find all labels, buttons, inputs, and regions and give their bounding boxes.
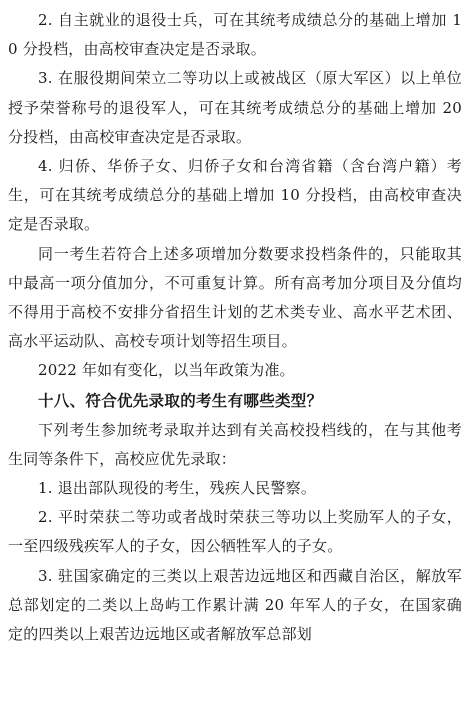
section-heading: 十八、符合优先录取的考生有哪些类型？ xyxy=(38,391,323,410)
policy-item-4: 4. 归侨、华侨子女、归侨子女和台湾省籍（含台湾户籍）考生，可在其统考成绩总分的基础上增加 10 分投档，由高校审查决定是否录取。 xyxy=(8,157,462,234)
priority-item-1: 1. 退出部队现役的考生，残疾人民警察。 xyxy=(38,479,317,498)
priority-item-3: 3. 驻国家确定的三类以上艰苦边远地区和西藏自治区，解放军总部划定的二类以上岛屿工作累计满 20 年军人的子女，在国家确定的四类以上艰苦边远地区或者解放军总部划 xyxy=(8,566,462,644)
priority-intro: 下列考生参加统考录取并达到有关高校投档线的，在与其他考生同等条件下，高校应优先录取： xyxy=(8,420,462,468)
policy-change-note: 2022 年如有变化，以当年政策为准。 xyxy=(38,361,295,380)
priority-item-2: 2. 平时荣获二等功或者战时荣获三等功以上奖励军人的子女，一至四级残疾军人的子女，因公牺牲军人的子女。 xyxy=(8,508,462,556)
policy-item-2: 2. 自主就业的退役士兵，可在其统考成绩总分的基础上增加 10 分投档，由高校审查决定是否录取。 xyxy=(8,11,462,59)
policy-item-3: 3. 在服役期间荣立二等功以上或被战区（原大军区）以上单位授予荣誉称号的退役军人，可在其统考成绩总分的基础上增加 20 分投档，由高校审查决定是否录取。 xyxy=(8,69,462,146)
policy-note: 同一考生若符合上述多项增加分数要求投档条件的，只能取其中最高一项分值加分，不可重复计算。所有高考加分项目及分值均不得用于高校不安排分省招生计划的艺术类专业、高水平艺术团、高水平运动队、高校专项计划等招生项目。 xyxy=(8,244,462,351)
